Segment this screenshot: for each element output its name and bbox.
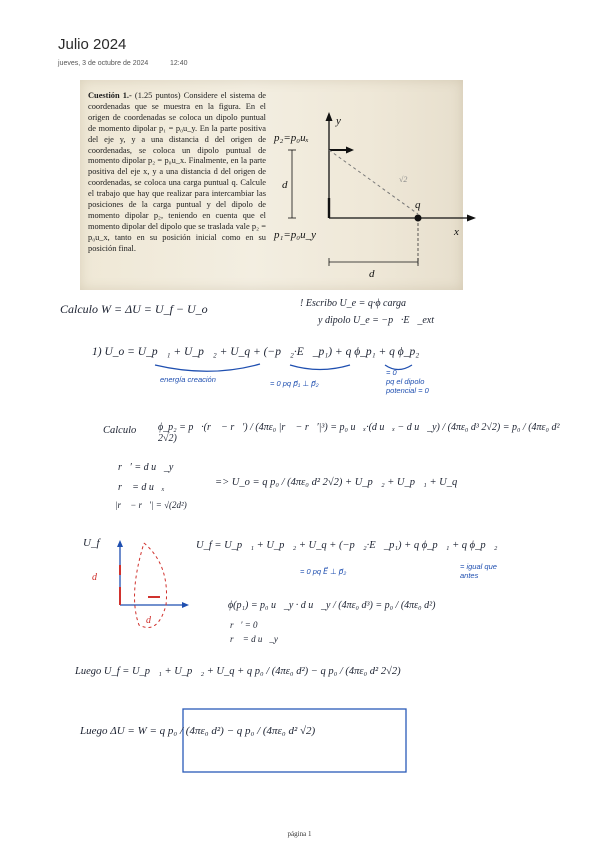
- note-uf-equation: U_f = U_p⃗₁ + U_p⃗₂ + U_q + (−p⃗₂·E⃗_p₁) + q ϕ_p⃗₁ + q ϕ_p⃗₂: [196, 540, 498, 551]
- note-uf-final: Luego U_f = U_p⃗₁ + U_p⃗₂ + U_q + q p₀ / (4πε₀ d²) − q p₀ / (4πε₀ d² 2√2): [75, 666, 401, 677]
- problem-heading: Cuestión 1.-: [88, 91, 132, 100]
- problem-points: (1.25 puntos): [134, 91, 181, 100]
- note-same-as-before: = igual que antes: [460, 562, 497, 580]
- note-result: Luego ΔU = W = q p₀ / (4πε₀ d²) − q p₀ / (4πε₀ d² √2): [80, 725, 316, 737]
- page-footer: página 1: [287, 830, 312, 838]
- result-box: [182, 708, 408, 774]
- p2-arrow-head: [346, 147, 354, 154]
- note-rprime-zero: r⃗′ = 0: [230, 620, 258, 630]
- svg-text:d: d: [146, 615, 151, 626]
- x-axis-label: x: [454, 226, 459, 238]
- note-energy-charge: ! Escribo U_e = q·ϕ carga: [300, 298, 406, 309]
- note-r-vector: r⃗ = d u⃗ₓ: [118, 482, 165, 493]
- note-r-difference: |r⃗ − r⃗′| = √(2d²): [115, 500, 187, 510]
- angle-note: √2: [399, 175, 408, 184]
- charge-q-label: q: [415, 199, 421, 211]
- y-axis-arrow: [326, 112, 333, 121]
- problem-body: Considere el sistema de coordenadas que se muestra en la figura. En el origen de coordenadas se coloca un dipolo puntual de momento dipolar p₁ = p₀u_y. En la parte positiva del eje y, y a una distancia d del origen de coordenadas, se coloca un dipolo puntual de momento dipolar p₂ = p₀u_x. Finalmente, en la parte positiva del eje x, y a una distancia d del origen de coordenadas, se coloca una carga puntual q. Calcule el trabajo que hay que realizar para intercambiar las posiciones de la carga puntual y del dipolo de momento dipolar p₂, teniendo en cuenta que el momento dipolar del dipolo que se traslada vale p₂ = p₀u_x, tanto en su posición inicial como en su posición final.: [88, 91, 267, 253]
- note-final-sketch: [84, 535, 194, 635]
- note-phi-p1: ϕ(p₁) = p₀ u⃗_y · d u⃗_y / (4πε₀ d³) = p₀ / (4πε₀ d²): [228, 600, 436, 611]
- note-work-definition: Calculo W = ΔU = U_f − U_o: [60, 302, 208, 316]
- note-zero-dipole: = 0 pq el dipolo potencial = 0: [386, 368, 429, 395]
- dist-bottom-label: d: [369, 268, 375, 280]
- charge-q-dot: [415, 215, 422, 222]
- problem-photo: [80, 80, 463, 290]
- note-phi-p2: ϕ_p₂ = p⃗·(r⃗ − r⃗′) / (4πε₀ |r⃗ − r⃗′|³) = p₀ u⃗ₓ·(d u⃗ₓ − d u⃗_y) / (4πε₀ d³ 2√2) = p₀ / (4πε₀ d² 2√2): [158, 422, 560, 444]
- x-axis-arrow: [467, 215, 476, 222]
- note-uf-label: U_f: [83, 537, 100, 549]
- dist-left-label: d: [282, 179, 288, 191]
- note-zero-e-perp: = 0 pq E⃗ ⊥ p⃗₂: [300, 567, 347, 576]
- note-zero-perpendicular: = 0 pq p⃗₁ ⊥ p⃗₂: [270, 379, 319, 388]
- note-u0-result: => U_o = q p₀ / (4πε₀ d² 2√2) + U_p⃗₂ + U_p⃗₁ + U_q: [215, 477, 458, 488]
- page-date: jueves, 3 de octubre de 2024: [58, 60, 149, 67]
- note-energy-dipole: y dipolo U_e = −p⃗·E⃗_ext: [318, 315, 434, 326]
- svg-text:d: d: [92, 572, 97, 583]
- note-calc-label: Calculo: [103, 425, 137, 436]
- y-axis-label: y: [336, 115, 341, 127]
- note-u0-equation: 1) U_o = U_p⃗₁ + U_p⃗₂ + U_q + (−p⃗₂·E⃗_p₁) + q ϕ_p₁ + q ϕ_p₂: [92, 346, 420, 358]
- p1-label: p₁=p₀u_y: [274, 229, 316, 241]
- note-energy-creation: energía creación: [160, 375, 216, 384]
- note-r-prime: r⃗′ = d u⃗_y: [118, 462, 174, 473]
- p2-label: p₂=p₀uₓ: [274, 132, 309, 144]
- page-title: Julio 2024: [58, 36, 127, 53]
- problem-figure: [268, 88, 458, 284]
- note-r-dy: r⃗ = d u⃗_y: [230, 634, 278, 644]
- problem-text: [88, 91, 266, 255]
- page-time: 12:40: [170, 60, 188, 67]
